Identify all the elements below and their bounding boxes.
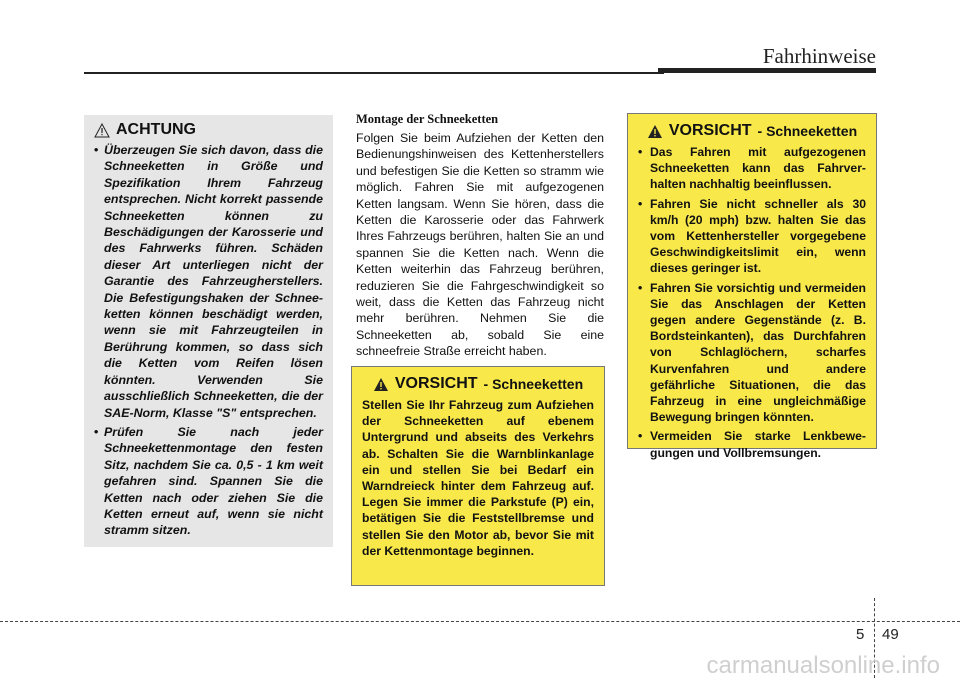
header-rule xyxy=(84,72,664,74)
chapter-number: 5 xyxy=(856,626,865,643)
vorsicht-subtitle: - Schneeketten xyxy=(483,376,584,392)
warning-triangle-icon xyxy=(94,123,110,138)
header-title: Fahrhinweise xyxy=(762,44,876,68)
vorsicht-item: • Das Fahren mit aufgezogenen Schneeketten kann das Fahrver-halten nachhaltig beeinflussen. xyxy=(638,144,866,193)
vorsicht-item: • Fahren Sie vorsichtig und vermeiden Sie das Anschlagen der Ketten gegen andere Gegenstände (z. B. Bordsteinkanten), das Durchfahren von Schlaglöchern, scharfes Kurvenfahren und andere gefährliche Situationen, die das Fahrzeug in eine ungleichmäßige Bewegung bringen könnten. xyxy=(638,280,866,426)
body-paragraph: Folgen Sie beim Aufziehen der Ketten den Bedienungshinweisen des Kettenherstellers und befestigen Sie die Ketten so stramm wie möglich. Fahren Sie mit aufgezogenen Ketten langsam. Wenn Sie hören, dass die Ketten die Karosserie oder das Fahrwerk Ihres Fahrzeugs berühren, halten Sie an und spannen Sie die Ketten nach. Wenn die Ketten weiterhin das Fahrzeug berühren, reduzieren Sie die Fahrgeschwindigkeit so weit, dass die Ketten das Fahrzeug nicht mehr berühren. Nehmen Sie die Schneeketten ab, sobald Sie eine schneefreie Straße erreicht haben. xyxy=(356,131,604,359)
achtung-title-row xyxy=(94,121,323,139)
caution-triangle-icon xyxy=(647,124,663,139)
vorsicht-title-row xyxy=(362,375,594,393)
main-column xyxy=(356,112,604,360)
vorsicht-list xyxy=(638,144,866,461)
header-rule-accent xyxy=(658,68,876,73)
caution-triangle-icon xyxy=(373,377,389,392)
vorsicht-subtitle: - Schneeketten xyxy=(757,123,858,139)
achtung-title: ACHTUNG xyxy=(116,121,196,138)
vorsicht-title: VORSICHT xyxy=(394,375,478,392)
achtung-list xyxy=(94,142,323,539)
vorsicht-item: • Vermeiden Sie starke Lenkbewe-gungen und Vollbremsungen. xyxy=(638,428,866,460)
vorsicht-text: Stellen Sie Ihr Fahrzeug zum Aufziehen der Schneeketten auf ebenem Untergrund und abseits des Verkehrs ab. Schalten Sie die Warnblinkanlage ein und stellen Sie bei Bedarf ein Warndreieck hinter dem Fahrzeug auf. Legen Sie immer die Parkstufe (P) ein, betätigen Sie die Feststellbremse und stellen Sie den Motor ab, bevor Sie mit der Kettenmontage beginnen. xyxy=(362,398,594,558)
achtung-item: • Überzeugen Sie sich davon, dass die Schneeketten in Größe und Spezifikation Ihrem Fahrzeug entsprechen. Nicht korrekt passende Schneeketten können zu Beschädigungen der Karosserie und des Fahrwerks führen. Schäden dieser Art unterliegen nicht der Garantie des Fahrzeugherstellers. Die Befestigungshaken der Schnee-ketten können beschädigt werden, wenn sie mit Fahrzeugteilen in Berührung kommen, so dass sich die Ketten vom Reifen lösen könnten. Verwenden Sie ausschließlich Schneeketten, die der SAE-Norm, Klasse "S" entsprechen. xyxy=(94,142,323,421)
achtung-item: • Prüfen Sie nach jeder Schneekettenmontage den festen Sitz, nachdem Sie ca. 0,5 - 1 km weit gefahren sind. Spannen Sie die Ketten nach oder ziehen Sie die Ketten erneut auf, wenn sie nicht stramm sitzen. xyxy=(94,424,323,539)
vorsicht-box-right xyxy=(627,113,877,460)
watermark: carmanualsonline.info xyxy=(706,652,940,679)
achtung-box xyxy=(84,115,333,547)
vorsicht-box-middle xyxy=(351,366,605,586)
vorsicht-title: VORSICHT xyxy=(668,122,752,139)
vorsicht-title-row xyxy=(638,122,866,140)
page-number: 49 xyxy=(882,626,899,643)
section-heading: Montage der Schneeketten xyxy=(356,112,499,126)
vorsicht-item: • Fahren Sie nicht schneller als 30 km/h (20 mph) bzw. halten Sie das vom Kettenhersteller vorgegebene Geschwindigkeitslimit ein, wenn dieses geringer ist. xyxy=(638,196,866,277)
footer-rule xyxy=(0,621,960,622)
